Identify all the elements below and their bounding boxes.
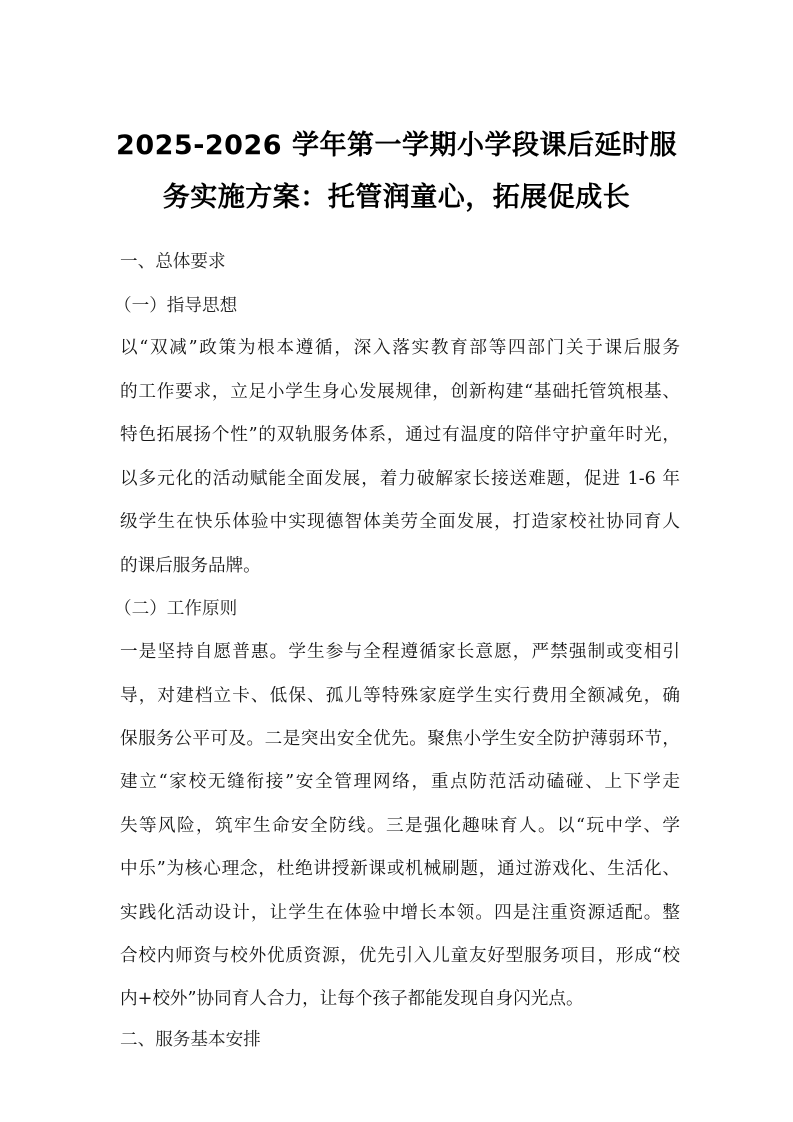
paragraph-line: 中乐”为核心理念，杜绝讲授新课或机械刷题，通过游戏化、生活化、 xyxy=(120,859,680,879)
section-heading-general-requirements: 一、总体要求 xyxy=(120,252,226,272)
document-title-line-1: 2025-2026 学年第一学期小学段课后延时服 xyxy=(116,130,677,161)
paragraph-line: 级学生在快乐体验中实现德智体美劳全面发展，打造家校社协同育人 xyxy=(120,512,680,532)
paragraph-line: 建立“家校无缝衔接”安全管理网络，重点防范活动磕碰、上下学走 xyxy=(120,772,680,792)
paragraph-line: 一是坚持自愿普惠。学生参与全程遵循家长意愿，严禁强制或变相引 xyxy=(120,642,680,662)
subsection-heading-working-principles: （二）工作原则 xyxy=(114,599,238,619)
paragraph-line: 以“双减”政策为根本遵循，深入落实教育部等四部门关于课后服务 xyxy=(120,338,680,358)
paragraph-line: 实践化活动设计，让学生在体验中增长本领。四是注重资源适配。整 xyxy=(120,903,680,923)
paragraph-line: 导，对建档立卡、低保、孤儿等特殊家庭学生实行费用全额减免，确 xyxy=(120,686,680,706)
paragraph-line: 以多元化的活动赋能全面发展，着力破解家长接送难题，促进 1-6 年 xyxy=(120,469,680,489)
paragraph-line: 内+校外”协同育人合力，让每个孩子都能发现自身闪光点。 xyxy=(120,989,584,1009)
paragraph-line: 的工作要求，立足小学生身心发展规律，创新构建“基础托管筑根基、 xyxy=(120,382,680,402)
section-heading-basic-arrangements: 二、服务基本安排 xyxy=(120,1030,261,1050)
paragraph-line: 的课后服务品牌。 xyxy=(120,556,261,576)
document-title-line-2: 务实施方案：托管润童心，拓展促成长 xyxy=(162,182,631,213)
paragraph-line: 特色拓展扬个性”的双轨服务体系，通过有温度的陪伴守护童年时光， xyxy=(120,425,680,445)
paragraph-line: 保服务公平可及。二是突出安全优先。聚焦小学生安全防护薄弱环节， xyxy=(120,729,680,749)
paragraph-line: 合校内师资与校外优质资源，优先引入儿童友好型服务项目，形成“校 xyxy=(120,946,680,966)
subsection-heading-guiding-ideology: （一）指导思想 xyxy=(114,296,238,316)
paragraph-line: 失等风险，筑牢生命安全防线。三是强化趣味育人。以“玩中学、学 xyxy=(120,816,680,836)
